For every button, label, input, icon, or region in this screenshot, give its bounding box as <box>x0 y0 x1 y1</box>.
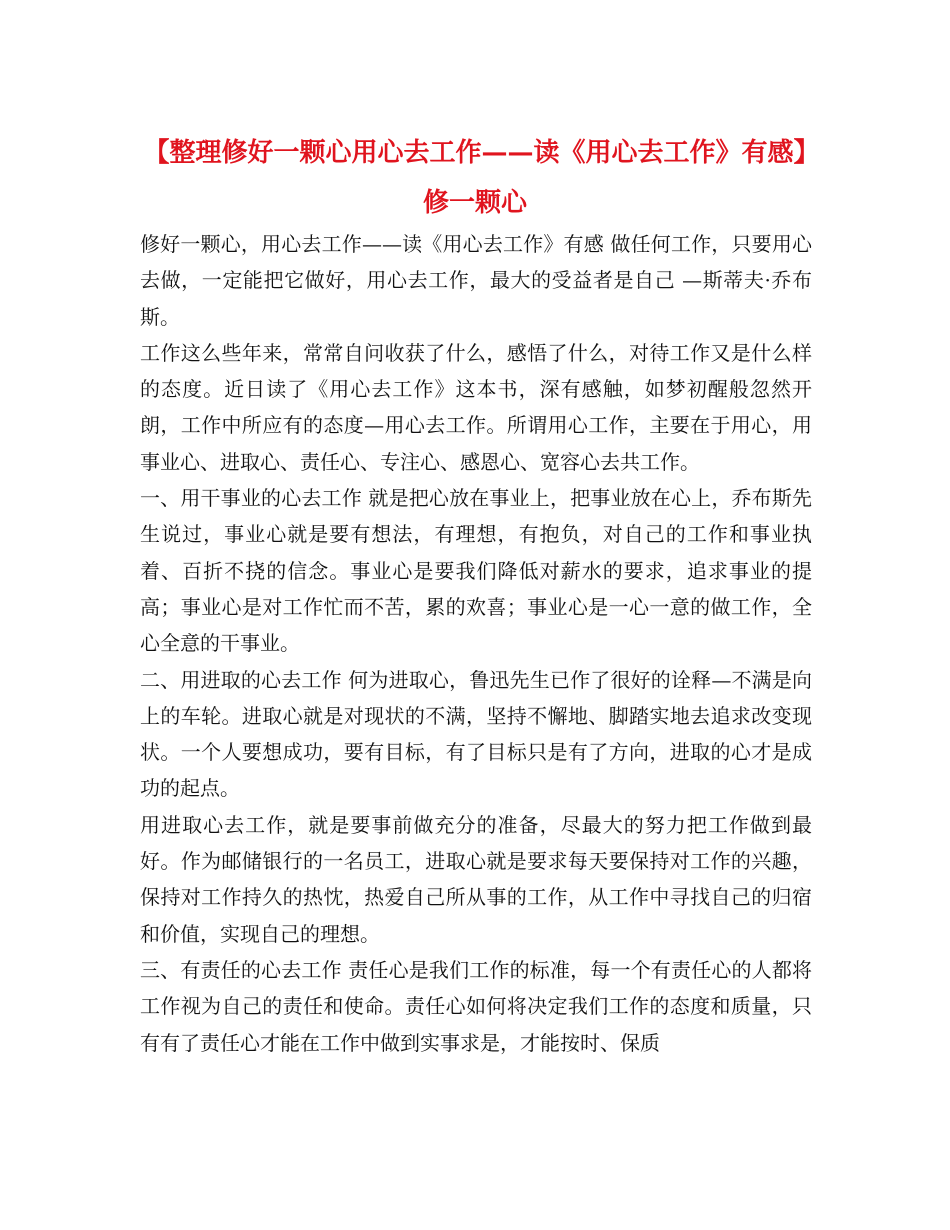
paragraph-section-2: 二、用进取的心去工作 何为进取心，鲁迅先生已作了很好的诠释—不满是向上的车轮。进取心就是对现状的不满，坚持不懈地、脚踏实地去追求改变现状。一个人要想成功，要有目标，有了目标只是有了方向，进取的心才是成功的起点。 <box>140 667 812 801</box>
paragraph-section-2-detail: 用进取心去工作，就是要事前做充分的准备，尽最大的努力把工作做到最好。作为邮储银行的一名员工，进取心就是要求每天要保持对工作的兴趣，保持对工作持久的热忱，热爱自己所从事的工作，从工作中寻找自己的归宿和价值，实现自己的理想。 <box>140 812 812 946</box>
paragraph-reflection: 工作这么些年来，常常自问收获了什么，感悟了什么，对待工作又是什么样的态度。近日读了《用心去工作》这本书，深有感触，如梦初醒般忽然开朗，工作中所应有的态度—用心去工作。所谓用心工作，主要在于用心，用事业心、进取心、责任心、专注心、感恩心、宽容心去共工作。 <box>140 340 812 474</box>
paragraph-intro: 修好一颗心，用心去工作——读《用心去工作》有感 做任何工作，只要用心去做，一定能把它做好，用心去工作，最大的受益者是自己 —斯蒂夫·乔布斯。 <box>140 232 812 329</box>
paragraph-section-3: 三、有责任的心去工作 责任心是我们工作的标准，每一个有责任心的人都将工作视为自己的责任和使命。责任心如何将决定我们工作的态度和质量，只有有了责任心才能在工作中做到实事求是，才能按时、保质 <box>140 957 812 1055</box>
document-title: 【整理修好一颗心用心去工作——读《用心去工作》有感】修一颗心 <box>143 138 807 218</box>
paragraph-section-1: 一、用干事业的心去工作 就是把心放在事业上，把事业放在心上，乔布斯先生说过，事业心就是要有想法，有理想，有抱负，对自己的工作和事业执着、百折不挠的信念。事业心是要我们降低对薪水的要求，追求事业的提高；事业心是对工作忙而不苦，累的欢喜；事业心是一心一意的做工作，全心全意的干事业。 <box>140 486 812 656</box>
document-body <box>140 226 812 1061</box>
